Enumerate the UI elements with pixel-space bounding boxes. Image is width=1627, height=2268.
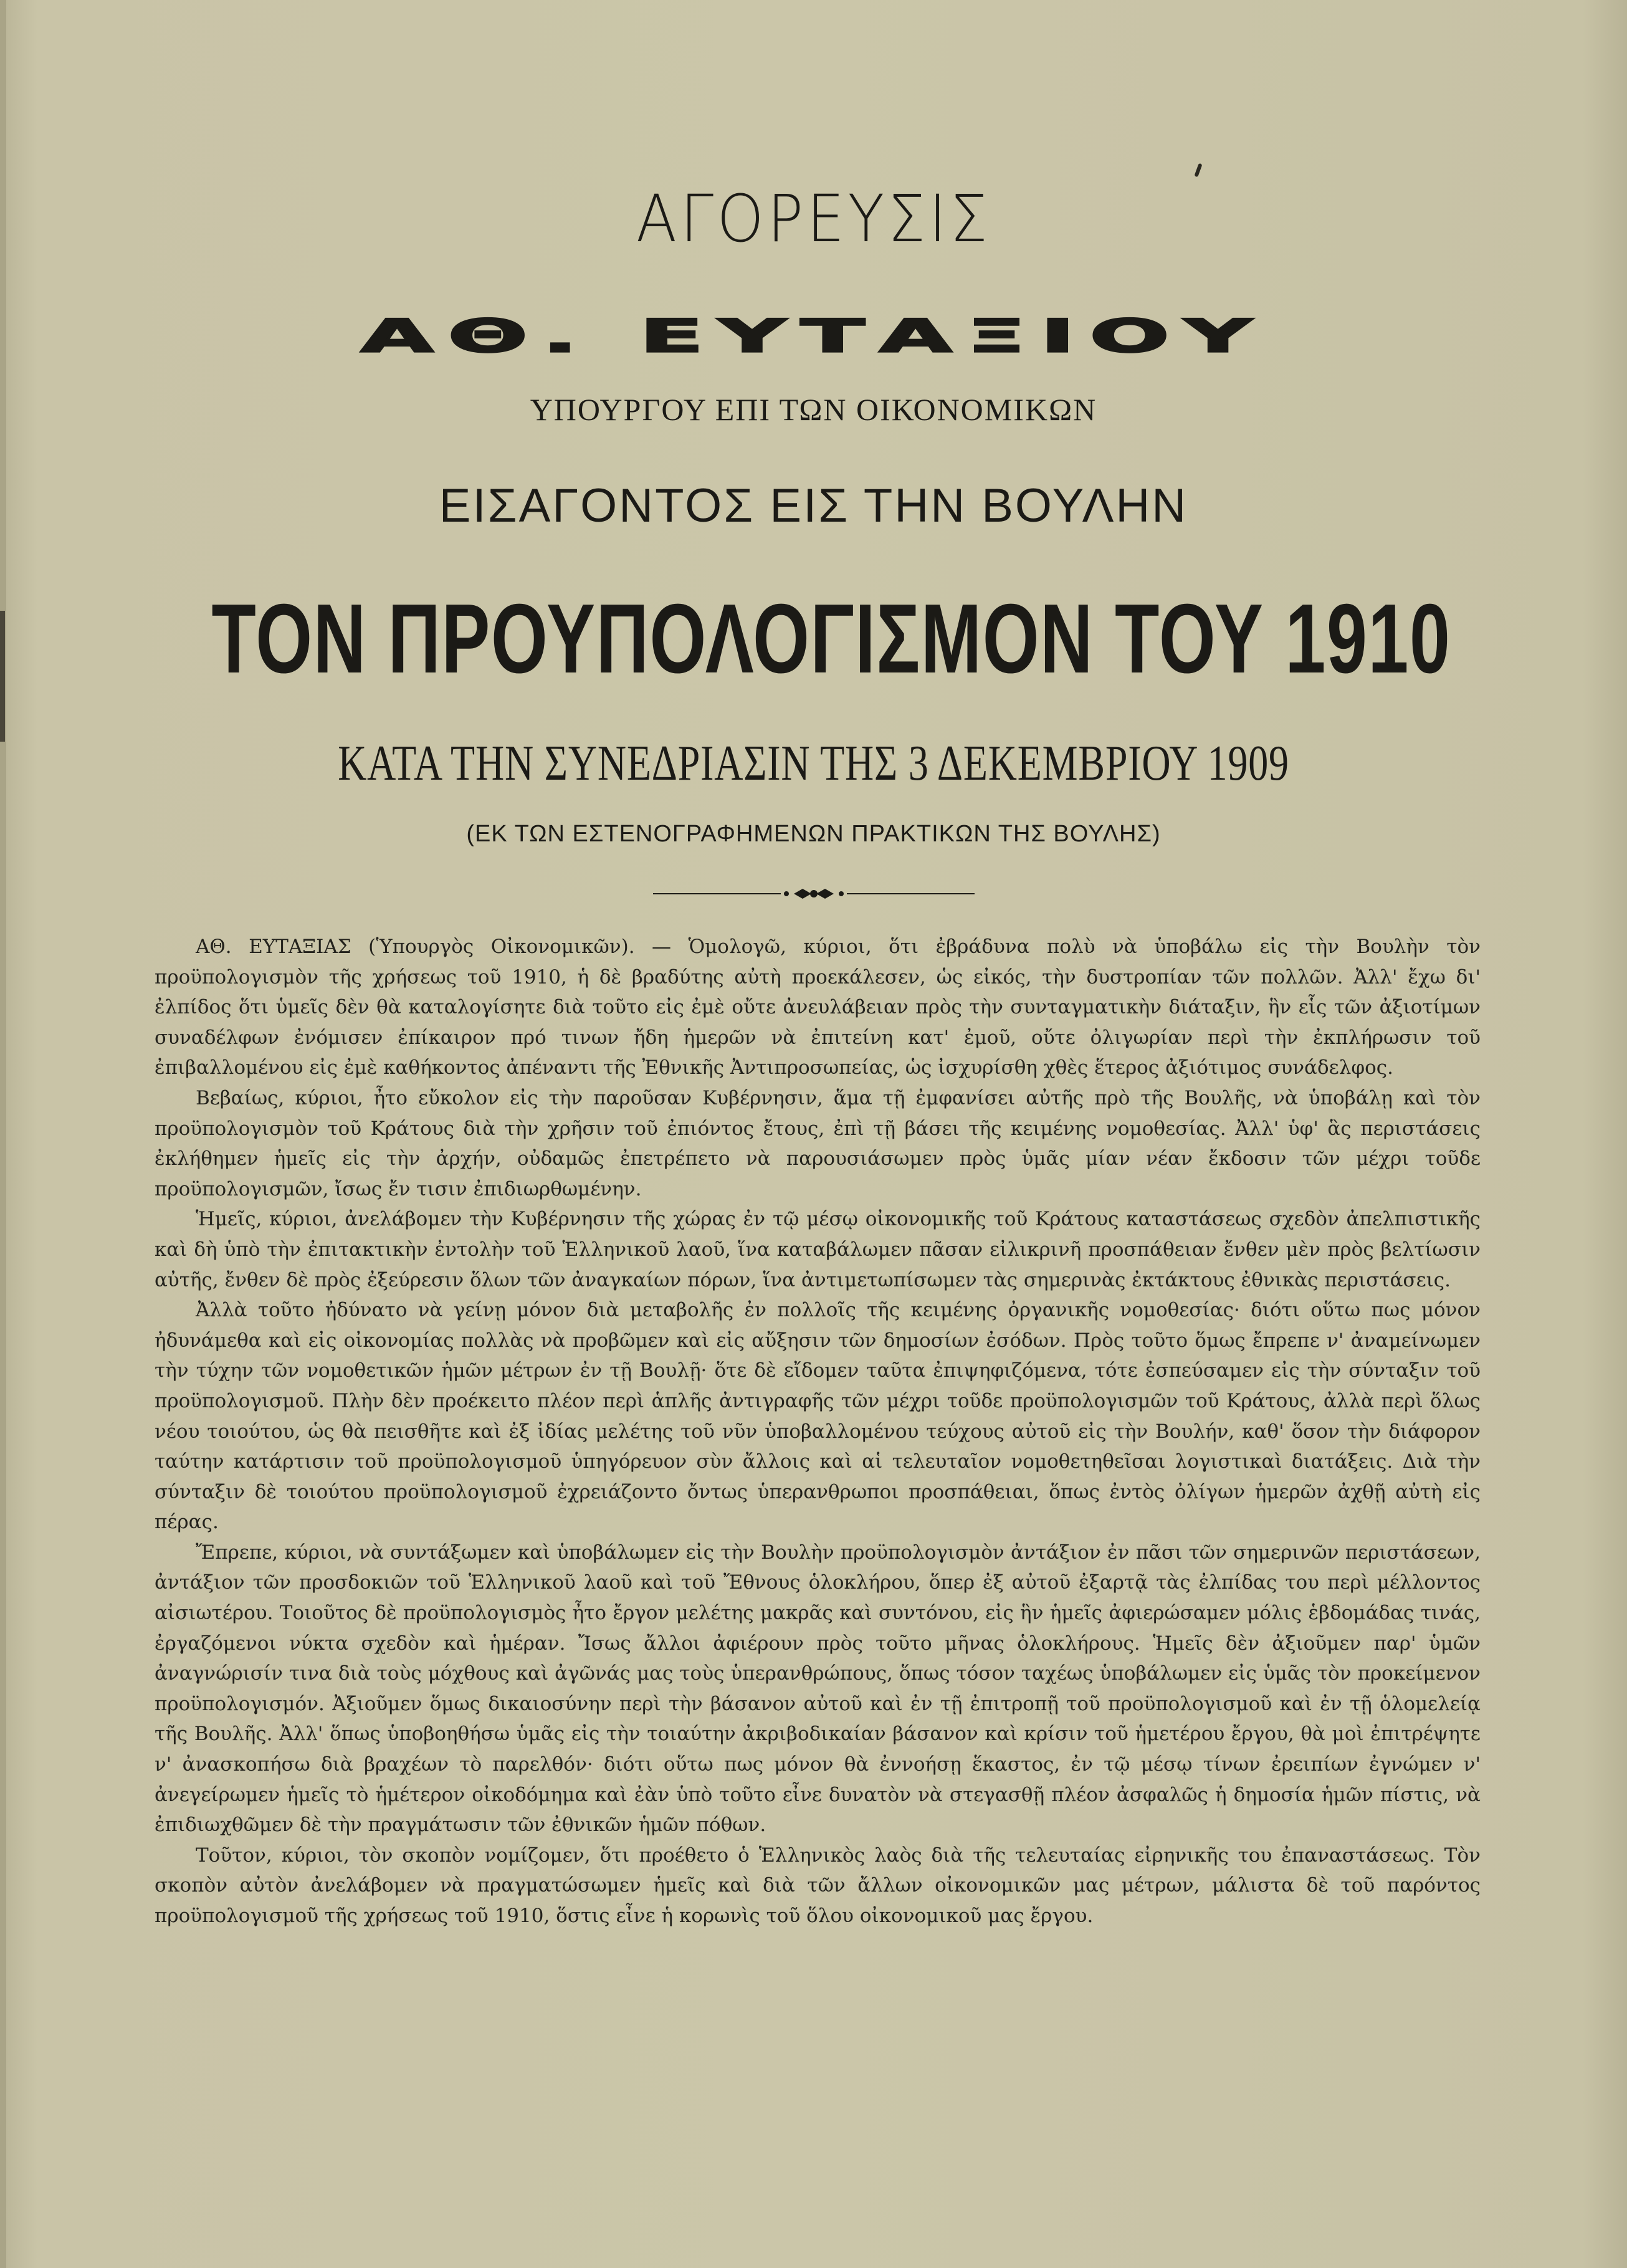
heading-source: (ΕΚ ΤΩΝ ΕΣΤΕΝΟΓΡΑΦΗΜΕΝΩΝ ΠΡΑΚΤΙΚΩΝ ΤΗΣ ΒΟΥΛΗΣ) bbox=[466, 821, 1161, 847]
speech-paragraph: Τοῦτον, κύριοι, τὸν σκοπὸν νομίζομεν, ὅτι προέθετο ὁ Ἑλληνικὸς λαὸς διὰ τῆς τελευταίας εἰρηνικῆς του ἐπαναστάσεως. Τὸν σκοπὸν αὐτὸν ἀνελάβομεν νὰ πραγματώσωμεν ἡμεῖς καὶ διὰ τῶν ἄλλων οἰκονομικῶν μας μέτρων, μάλιστα δὲ τοῦ παρόντος προϋπολογισμοῦ τῆς χρήσεως τοῦ 1910, ὅστις εἶνε ἡ κορωνὶς τοῦ ὅλου οἰκονομικοῦ μας ἔργου. bbox=[155, 1844, 1481, 1927]
binding-mark bbox=[0, 611, 5, 742]
speech-paragraph: Ἀλλὰ τοῦτο ἠδύνατο νὰ γείνῃ μόνον διὰ μεταβολῆς ἐν πολλοῖς τῆς κειμένης ὀργανικῆς νομοθεσίας· διότι οὕτω πως μόνον ἠδυνάμεθα καὶ εἰς οἰκονομίας πολλὰς νὰ προβῶμεν καὶ εἰς αὔξησιν τῶν δημοσίων ἐσόδων. Πρὸς τοῦτο ὅμως ἔπρεπε ν' ἀναμείνωμεν τὴν τύχην τῶν νομοθετικῶν ἡμῶν μέτρων ἐν τῇ Βουλῇ· ὅτε δὲ εἴδομεν ταῦτα ἐπιψηφιζόμενα, τότε ἐσπεύσαμεν εἰς τὴν σύνταξιν τοῦ προϋπολογισμοῦ. Πλὴν δὲν προέκειτο πλέον περὶ ἁπλῆς ἀντιγραφῆς τῶν μέχρι τοῦδε προϋπολογισμῶν τοῦ Κράτους, ἀλλὰ περὶ ὅλως νέου τοιούτου, ὡς θὰ πεισθῆτε καὶ ἐξ ἰδίας μελέτης τοῦ νῦν ὑποβαλλομένου τεύχους αὐτοῦ εἰς τὴν Βουλήν, καθ' ὅσον τὴν διάφορον ταύτην κατάρτισιν τοῦ προϋπολογισμοῦ ὑπηγόρευον σὺν ἄλλοις καὶ αἱ τελευταῖον νομοθετηθεῖσαι λογιστικαὶ διατάξεις. Διὰ τὴν σύνταξιν δὲ τοιούτου προϋπολογισμοῦ ἐχρειάζοντο ὄντως ὑπερανθρωποι προσπάθειαι, ὅπως ἐντὸς ὀλίγων ἡμερῶν ἀχθῇ αὐτὴ εἰς πέρας. bbox=[155, 1299, 1481, 1534]
speech-paragraph: Βεβαίως, κύριοι, ἦτο εὔκολον εἰς τὴν παροῦσαν Κυβέρνησιν, ἅμα τῇ ἐμφανίσει αὐτῆς πρὸ τῆς Βουλῆς, νὰ ὑποβάλῃ καὶ τὸν προϋπολογισμὸν τοῦ Κράτους διὰ τὴν χρῆσιν τοῦ ἐπιόντος ἔτους, ἐπὶ τῇ βάσει τῆς κειμένης νομοθεσίας. Ἀλλ' ὑφ' ἃς περιστάσεις ἐκλήθημεν ἡμεῖς εἰς τὴν ἀρχήν, οὐδαμῶς ἐπετρέπετο νὰ παρουσιάσωμεν πρὸς ὑμᾶς μίαν νέαν ἔκδοσιν τῶν μέχρι τοῦδε προϋπολογισμῶν, ἴσως ἔν τισιν ἐπιδιωρθωμένην. bbox=[155, 1086, 1481, 1200]
speech-body bbox=[155, 932, 1481, 1931]
speech-paragraph: Ἡμεῖς, κύριοι, ἀνελάβομεν τὴν Κυβέρνησιν τῆς χώρας ἐν τῷ μέσῳ οἰκονομικῆς τοῦ Κράτους καταστάσεως σχεδὸν ἀπελπιστικῆς καὶ δὴ ὑπὸ τὴν ἐπιτακτικὴν ἐντολὴν τοῦ Ἑλληνικοῦ λαοῦ, ἵνα καταβάλωμεν πᾶσαν εἰλικρινῆ προσπάθειαν ἔνθεν μὲν πρὸς βελτίωσιν αὐτῆς, ἔνθεν δὲ πρὸς ἐξεύρεσιν ὅλων τῶν ἀναγκαίων πόρων, ἵνα ἀντιμετωπίσωμεν τὰς σημερινὰς ἐκτάκτους ἐθνικὰς περιστάσεις. bbox=[155, 1208, 1481, 1291]
heading-intro: ΕΙΣΑΓΟΝΤΟΣ ΕΙΣ ΤΗΝ ΒΟΥΛΗΝ bbox=[439, 479, 1188, 532]
heading-session: ΚΑΤΑ ΤΗΝ ΣΥΝΕΔΡΙΑΣΙΝ ΤΗΣ 3 ΔΕΚΕΜΒΡΙΟΥ 1909 bbox=[338, 736, 1289, 791]
ornament-divider bbox=[653, 884, 975, 903]
speech-paragraph: Ἔπρεπε, κύριοι, νὰ συντάξωμεν καὶ ὑποβάλωμεν εἰς τὴν Βουλὴν προϋπολογισμὸν ἀντάξιον ἐν πᾶσι τῶν σημερινῶν περιστάσεων, ἀντάξιον τῶν προσδοκιῶν τοῦ Ἑλληνικοῦ λαοῦ καὶ τοῦ Ἔθνους ὁλοκλήρου, ὅπερ ἐξ αὐτοῦ ἐξαρτᾷ τὰς ἐλπίδας του περὶ μέλλοντος αἰσιωτέρου. Τοιοῦτος δὲ προϋπολογισμὸς ἦτο ἔργον μελέτης μακρᾶς καὶ συντόνου, εἰς ἣν ἡμεῖς ἀφιερώσαμεν μόλις ἑβδομάδας τινάς, ἐργαζόμενοι νύκτα σχεδὸν καὶ ἡμέραν. Ἴσως ἄλλοι ἀφιέρουν πρὸς τοῦτο μῆνας ὁλοκλήρους. Ἡμεῖς δὲν ἀξιοῦμεν παρ' ὑμῶν ἀναγνώρισίν τινα διὰ τοὺς μόχθους καὶ ἀγῶνάς μας τοὺς ὑπερανθρώπους, ὅπως τόσον ταχέως ὑποβάλωμεν εἰς ὑμᾶς τὸν προκείμενον προϋπολογισμόν. Ἀξιοῦμεν ὅμως δικαιοσύνην περὶ τὴν βάσανον αὐτοῦ καὶ ἐν τῇ ἐπιτροπῇ τοῦ προϋπολογισμοῦ καὶ ἐν τῇ ὁλομελείᾳ τῆς Βουλῆς. Ἀλλ' ὅπως ὑποβοηθήσω ὑμᾶς εἰς τὴν τοιαύτην ἀκριβοδικαίαν βάσανον καὶ κρίσιν τοῦ ἡμετέρου ἔργου, θὰ μοὶ ἐπιτρέψητε ν' ἀνασκοπήσω διὰ βραχέων τὸ παρελθόν· διότι οὕτω πως μόνον θὰ ἐννοήσῃ ἕκαστος, ἐν τῷ μέσῳ τίνων ἐρειπίων ἐγνώμεν ν' ἀνεγείρωμεν ἡμεῖς τὸ ἡμέτερον οἰκοδόμημα καὶ ἐὰν ὑπὸ τοῦτο εἶνε δυνατὸν νὰ στεγασθῇ πλέον ἀσφαλῶς ἡ δημοσία ἡμῶν πίστις, νὰ ἐπιδιωχθῶμεν δὲ τὴν πραγμάτωσιν τῶν ἐθνικῶν ἡμῶν πόθων. bbox=[155, 1541, 1481, 1837]
heading-speaker-name: ΑΘ. ΕΥΤΑΞΙΟΥ bbox=[360, 309, 1267, 363]
ink-speck bbox=[1194, 163, 1202, 178]
heading-agoreusis: ΑΓΟΡΕΥΣΙΣ bbox=[636, 181, 991, 257]
speech-paragraph: ΑΘ. ΕΥΤΑΞΙΑΣ (Ὑπουργὸς Οἰκονομικῶν). — Ὁμολογῶ, κύριοι, ὅτι ἐβράδυνα πολὺ νὰ ὑποβάλω εἰς τὴν Βουλὴν τὸν προϋπολογισμὸν τῆς χρήσεως τοῦ 1910, ἡ δὲ βραδύτης αὐτὴ προεκάλεσεν, ὡς εἰκός, τὴν δυστροπίαν τῶν πολλῶν. Ἀλλ' ἔχω δι' ἐλπίδος ὅτι ὑμεῖς δὲν θὰ καταλογίσητε διὰ τοῦτο εἰς ἐμὲ οὔτε ἀνευλάβειαν πρὸς τὴν συνταγματικὴν διάταξιν, ἣν εἷς τῶν ἀξιοτίμων συναδέλφων ἐνόμισεν ἐπίκαιρον πρό τινων ἤδη ἡμερῶν νὰ ἐπιτείνη κατ' ἐμοῦ, οὔτε ὀλιγωρίαν περὶ τὴν ἐκπλήρωσιν τοῦ ἐπιβαλλομένου εἰς ἐμὲ καθήκοντος ἀπέναντι τῆς Ἐθνικῆς Ἀντιπροσωπείας, ὡς ἰσχυρίσθη χθὲς ἕτερος ἀξιότιμος συνάδελφος. bbox=[155, 935, 1481, 1079]
heading-speaker-role: ΥΠΟΥΡΓΟΥ ΕΠΙ ΤΩΝ ΟΙΚΟΝΟΜΙΚΩΝ bbox=[530, 392, 1097, 427]
heading-budget-title: ΤΟΝ ΠΡΟΥΠΟΛΟΓΙΣΜΟΝ ΤΟΥ 1910 bbox=[211, 584, 1451, 694]
